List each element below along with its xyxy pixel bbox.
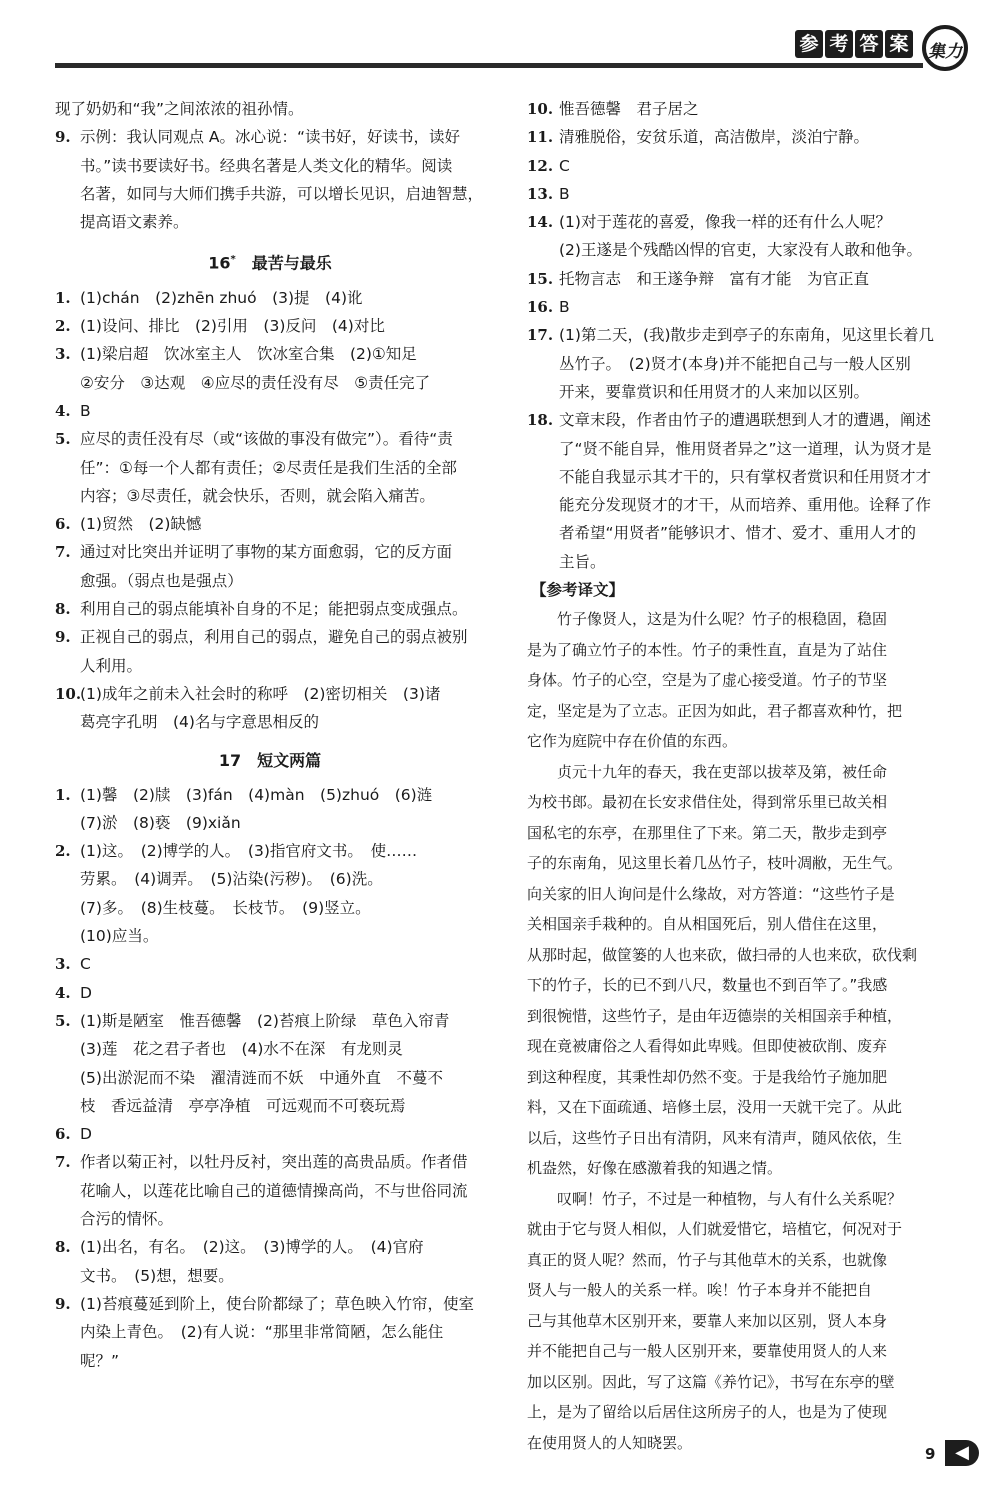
answer-text: (2)王遂是个残酷凶悍的官吏，大家没有人敢和他争。: [559, 241, 922, 260]
translation-line: 国私宅的东亭，在那里住了下来。第二天，散步走到亭: [527, 823, 888, 842]
section-title-16: [55, 236, 485, 283]
answer-text: (1)斯是陋室 惟吾德馨 (2)苔痕上阶绿 草色入帘青: [80, 1011, 450, 1030]
translation-line: 到很惋惜，这些竹子，是由年迈德崇的关相国亲手种植，: [527, 1006, 903, 1025]
brand-logo: 集力: [922, 25, 968, 71]
answer-number: 4.: [55, 983, 71, 1002]
answer-text: B: [80, 402, 91, 420]
answer-text: B: [559, 298, 570, 317]
section-name: 短文两篇: [257, 750, 322, 770]
header-char: 参: [795, 30, 823, 58]
answer-text: 开来，要靠赏识和任用贤才的人来加以区别。: [559, 382, 870, 401]
answer-text: 惟吾德馨 君子居之: [559, 100, 699, 118]
answer-number: 8.: [55, 1238, 71, 1257]
translation-line: 到这种程度，其秉性却仍然不变。于是我给竹子施加肥: [527, 1067, 888, 1086]
answer-line-row: [527, 463, 947, 491]
section-number: 17: [218, 750, 242, 770]
answer-text: 书。”读书要读好书。经典名著是人类文化的精华。阅读: [80, 156, 453, 175]
answer-line-row: [55, 1148, 485, 1176]
page-arrow-icon: ◀: [945, 1440, 979, 1466]
answer-line-row: [55, 454, 485, 482]
answer-text: (1)对于莲花的喜爱，像我一样的还有什么人呢？: [559, 213, 891, 232]
answer-number: 2.: [55, 842, 71, 861]
answer-number: 15.: [527, 269, 554, 288]
answer-line-row: [55, 369, 485, 397]
answer-number: 7.: [55, 543, 71, 562]
answer-number: 9.: [55, 128, 71, 147]
answer-line-row: [55, 1120, 485, 1148]
answer-text: 名著，如同与大师们携手共游，可以增长见识，启迪智慧，: [80, 184, 484, 203]
answer-text: 主旨。: [559, 552, 606, 571]
answer-number: 16.: [527, 298, 554, 317]
answer-text: (7)淤 (8)亵 (9)xiǎn: [80, 813, 241, 832]
answer-line-row: [527, 491, 947, 519]
answer-line-row: [527, 123, 947, 151]
answer-text: (5)出淤泥而不染 濯清涟而不妖 中通外直 不蔓不: [80, 1068, 443, 1087]
translation-line: 己与其他草木区别开来，要靠人来加以区别，贤人本身: [527, 1311, 888, 1330]
answer-line-row: [55, 708, 485, 736]
answer-line-row: [55, 1205, 485, 1233]
answer-text: (1)梁启超 饮冰室主人 饮冰室合集 (2)①知足: [80, 345, 417, 364]
answer-text: 提高语文素养。: [80, 213, 189, 232]
translation-line: 从那时起，做筐篓的人也来砍，做扫帚的人也来砍，砍伐剩: [527, 945, 918, 964]
answer-number: 6.: [55, 1125, 71, 1144]
answer-text: (1)第二天，(我)散步走到亭子的东南角，见这里长着几: [559, 326, 935, 345]
answer-text: 愈强。（弱点也是强点）: [80, 571, 243, 590]
translation-line: 真正的贤人呢？然而，竹子与其他草木的关系，也就像: [527, 1250, 888, 1269]
reference-translation: [527, 604, 947, 1458]
section-mark: *: [230, 254, 236, 266]
answer-text: 葛亮字孔明 (4)名与字意思相反的: [80, 713, 319, 732]
answer-text: 文章末段，作者由竹子的遭遇联想到人才的遭遇，阐述: [559, 411, 932, 430]
answer-text: 不能自我显示其才干的，只有掌权者赏识和任用贤才才: [559, 467, 932, 486]
answer-text: (1)设问、排比 (2)引用 (3)反问 (4)对比: [80, 317, 385, 336]
translation-line: 关相国亲手栽种的。自从相国死后，别人借住在这里，: [527, 915, 888, 934]
answer-line-row: [527, 350, 947, 378]
answer-line-row: [55, 950, 485, 978]
answer-text: 能充分发现贤才的才干，从而培养、重用他。诠释了作: [559, 496, 932, 515]
answer-line-row: [55, 397, 485, 425]
answer-number: 9.: [55, 1294, 71, 1313]
translation-line: 叹啊！竹子，不过是一种植物，与人有什么关系呢？: [527, 1189, 903, 1208]
translation-line: 竹子像贤人，这是为什么呢？竹子的根稳固，稳固: [527, 610, 888, 629]
answer-text: D: [80, 983, 92, 1002]
answer-list-17: [55, 781, 485, 1375]
translation-line: 上，是为了留给以后居住这所房子的人，也是为了使现: [527, 1403, 888, 1422]
answer-line-row: [55, 123, 485, 151]
reference-translation-title: 【参考译文】: [531, 581, 625, 600]
answer-line-row: [55, 482, 485, 510]
answer-line-row: [527, 152, 947, 180]
header-char: 案: [885, 30, 913, 58]
answer-line-row: [55, 312, 485, 340]
header-char: 答: [855, 30, 883, 58]
answer-text: 任”：①每一个人都有责任；②尽责任是我们生活的全部: [80, 458, 457, 477]
translation-line: 下的竹子，长的已不到八尺，数量也不到百竿了。”我感: [527, 976, 888, 995]
translation-line: 它作为庭院中存在价值的东西。: [527, 732, 738, 751]
answer-line-row: [55, 652, 485, 680]
answer-number: 1.: [55, 785, 71, 804]
answer-line-row: [55, 208, 485, 236]
translation-line: 是为了确立竹子的本性。竹子的秉性直，直是为了站住: [527, 640, 888, 659]
left-column: [55, 95, 485, 1375]
translation-line: 在使用贤人的人知晓罢。: [527, 1433, 693, 1452]
answer-text: (1)馨 (2)牍 (3)fán (4)màn (5)zhuó (6)涟: [80, 785, 433, 804]
answer-line-row: [55, 1007, 485, 1035]
answer-line-row: [55, 1233, 485, 1261]
answer-number: 12.: [527, 156, 554, 175]
answer-number: 3.: [55, 955, 71, 974]
answer-text: 呢？”: [80, 1351, 120, 1370]
header-title: [795, 30, 913, 60]
answer-line-row: [55, 1177, 485, 1205]
answer-number: 10.: [527, 100, 554, 118]
answer-text: 丛竹子。 (2)贤才(本身)并不能把自己与一般人区别: [559, 354, 911, 373]
answer-number: 3.: [55, 345, 71, 364]
answer-text: 示例：我认同观点 A。冰心说：“读书好，好读书，读好: [80, 128, 461, 147]
answer-text: 合污的情怀。: [80, 1210, 174, 1229]
answer-line-row: [55, 837, 485, 865]
translation-line: 以后，这些竹子日出有清阴，风来有清声，随风依依，生: [527, 1128, 903, 1147]
answer-text: (10)应当。: [80, 927, 159, 946]
answer-text: 了“贤不能自异，惟用贤者异之”这一道理，认为贤才是: [559, 439, 932, 458]
answer-line-row: [55, 809, 485, 837]
answer-text: ②安分 ③达观 ④应尽的责任没有尽 ⑤责任完了: [80, 373, 431, 392]
answer-number: 5.: [55, 1011, 71, 1030]
answer-line-row: [55, 680, 485, 708]
translation-line: 子的东南角，见这里长着几丛竹子，枝叶凋敝，无生气。: [527, 854, 903, 873]
answer-text: 者希望“用贤者”能够识才、惜才、爱才、重用人才的: [559, 524, 917, 543]
answer-line-row: [527, 378, 947, 406]
answer-number: 6.: [55, 515, 71, 534]
answer-text: B: [559, 184, 570, 203]
answer-text: (1)chán (2)zhēn zhuó (3)提 (4)讹: [80, 288, 363, 307]
answer-text: 正视自己的弱点，利用自己的弱点，避免自己的弱点被别: [80, 628, 468, 647]
answer-text: 清雅脱俗，安贫乐道，高洁傲岸，淡泊宁静。: [559, 128, 870, 147]
answer-line-row: [55, 1092, 485, 1120]
answer-number: 1.: [55, 288, 71, 307]
translation-line: 并不能把自己与一般人区别开来，要靠使用贤人的人来: [527, 1342, 888, 1361]
answer-line-row: [55, 340, 485, 368]
header-rule: [55, 63, 923, 68]
answer-text: (1)苔痕蔓延到阶上，使台阶都绿了；草色映入竹帘，使室: [80, 1294, 474, 1313]
answer-line: 现了奶奶和“我”之间浓浓的祖孙情。: [55, 100, 304, 118]
answer-text: 应尽的责任没有尽（或“该做的事没有做完”）。看待“责: [80, 430, 453, 449]
answer-line-row: [55, 1035, 485, 1063]
answer-number: 8.: [55, 600, 71, 619]
answer-text: 人利用。: [80, 656, 143, 675]
answer-text: (7)多。 (8)生枝蔓。 长枝节。 (9)竖立。: [80, 898, 371, 917]
translation-line: 加以区别。因此，写了这篇《养竹记》，书写在东亭的壁: [527, 1372, 895, 1391]
answer-number: 11.: [527, 128, 554, 147]
answer-number: 9.: [55, 628, 71, 647]
answer-line-row: [527, 293, 947, 321]
right-column: [527, 95, 947, 1458]
answer-line-row: [55, 1318, 485, 1346]
answer-text: 通过对比突出并证明了事物的某方面愈弱，它的反方面: [80, 543, 453, 562]
answer-line-row: [55, 781, 485, 809]
answer-line-row: [55, 152, 485, 180]
answer-number: 18.: [527, 411, 554, 430]
answer-text: 内容；③尽责任，就会快乐，否则，就会陷入痛苦。: [80, 486, 435, 505]
answer-line-row: [55, 1347, 485, 1375]
answer-text: (1)成年之前未入社会时的称呼 (2)密切相关 (3)诸: [80, 684, 441, 703]
section-name: 最苦与最乐: [251, 253, 332, 273]
answer-line-row: [527, 435, 947, 463]
answer-line-row: [527, 236, 947, 264]
answer-number: 7.: [55, 1153, 71, 1172]
answer-line-row: [55, 1290, 485, 1318]
answer-list-top: [55, 123, 485, 236]
answer-number: 2.: [55, 317, 71, 336]
translation-line: 就由于它与贤人相似，人们就爱惜它，培植它，何况对于: [527, 1220, 903, 1239]
answer-line-row: [527, 180, 947, 208]
translation-line: 料，又在下面疏通、培修土层，没用一天就干完了。从此: [527, 1098, 903, 1117]
translation-line: 为校书郎。最初在长安求借住处，得到常乐里已故关相: [527, 793, 888, 812]
answer-line-row: [55, 180, 485, 208]
answer-line-row: [55, 979, 485, 1007]
answer-text: 内染上青色。 (2)有人说：“那里非常简陋，怎么能住: [80, 1323, 444, 1342]
translation-line: 定，坚定是为了立志。正因为如此，君子都喜欢种竹，把: [527, 701, 903, 720]
answer-text: 作者以菊正衬，以牡丹反衬，突出莲的高贵品质。作者借: [80, 1153, 468, 1172]
answer-list-right: [527, 95, 947, 576]
page-number: 9: [925, 1445, 936, 1463]
section-number: 16: [208, 253, 231, 273]
translation-line: 向关家的旧人询问是什么缘故，对方答道：“这些竹子是: [527, 884, 895, 903]
answer-line-row: [55, 623, 485, 651]
answer-text: (1)出名，有名。 (2)这。 (3)博学的人。 (4)官府: [80, 1238, 424, 1257]
answer-item: [55, 95, 485, 123]
answer-text: 文书。 (5)想，想要。: [80, 1266, 234, 1285]
answer-line-row: [55, 1262, 485, 1290]
answer-line-row: [55, 425, 485, 453]
answer-line-row: [527, 519, 947, 547]
answer-number: 10.: [55, 684, 82, 703]
answer-line-row: [55, 865, 485, 893]
answer-number: 17.: [527, 326, 554, 345]
translation-line: 身体。竹子的心空，空是为了虚心接受道。竹子的节坚: [527, 671, 888, 690]
answer-number: 5.: [55, 430, 71, 449]
answer-text: (3)莲 花之君子者也 (4)水不在深 有龙则灵: [80, 1040, 403, 1059]
answer-line-row: [55, 284, 485, 312]
translation-line: 机盎然，好像在感激着我的知遇之情。: [527, 1159, 783, 1178]
answer-text: 劳累。 (4)调弄。 (5)沾染(污秽)。 (6)洗。: [80, 870, 383, 889]
answer-text: D: [80, 1125, 92, 1144]
header-char: 考: [825, 30, 853, 58]
answer-list-16: [55, 284, 485, 737]
answer-line-row: [55, 538, 485, 566]
answer-line-row: [527, 321, 947, 349]
answer-line-row: [55, 922, 485, 950]
answer-text: C: [559, 156, 570, 175]
answer-text: 花喻人，以莲花比喻自己的道德情操高尚，不与世俗同流: [80, 1181, 468, 1200]
answer-text: (1)这。 (2)博学的人。 (3)指官府文书。 使……: [80, 842, 418, 861]
answer-text: 利用自己的弱点能填补自身的不足；能把弱点变成强点。: [80, 600, 468, 619]
answer-line-row: [527, 548, 947, 576]
translation-line: 贞元十九年的春天，我在吏部以拔萃及第，被任命: [527, 762, 888, 781]
translation-line: 贤人与一般人的关系一样。唉！竹子本身并不能把自: [527, 1281, 873, 1300]
answer-number: 13.: [527, 184, 554, 203]
section-title-17: [55, 737, 485, 781]
answer-text: (1)贸然 (2)缺憾: [80, 515, 202, 534]
answer-number: 14.: [527, 213, 554, 232]
answer-line-row: [55, 567, 485, 595]
answer-line-row: [55, 510, 485, 538]
answer-line-row: [527, 265, 947, 293]
answer-line-row: [527, 95, 947, 123]
answer-line-row: [527, 406, 947, 434]
answer-text: 托物言志 和王遂争辩 富有才能 为官正直: [559, 269, 870, 288]
answer-text: C: [80, 955, 91, 974]
translation-line: 现在竟被庸俗之人看得如此卑贱。但即使被砍削、废弃: [527, 1037, 888, 1056]
answer-line-row: [55, 595, 485, 623]
answer-text: 枝 香远益清 亭亭净植 可远观而不可亵玩焉: [80, 1096, 406, 1115]
answer-line-row: [527, 208, 947, 236]
answer-line-row: [55, 1064, 485, 1092]
answer-line-row: [55, 894, 485, 922]
answer-number: 4.: [55, 402, 71, 420]
